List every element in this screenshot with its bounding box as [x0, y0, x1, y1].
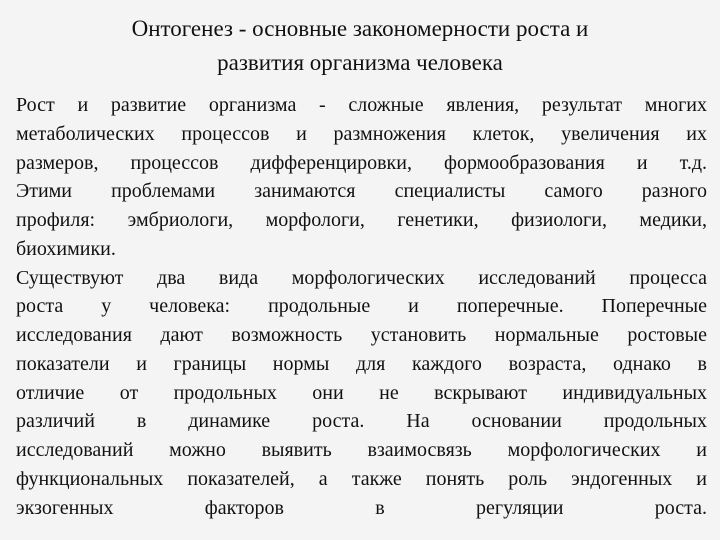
paragraph-line: показатели и границы нормы для каждого возраста, однако в: [16, 352, 707, 375]
title-line-2: развития организма человека: [217, 50, 503, 75]
paragraph-line: роста у человека: продольные и поперечные. Поперечные: [16, 295, 707, 318]
paragraph-line: размеров, процессов дифференцировки, формообразования и т.д.: [16, 151, 707, 174]
paragraph-line: экзогенных факторов в регуляции роста.: [16, 496, 707, 519]
paragraph-line: Этими проблемами занимаются специалисты самого разного: [16, 180, 707, 203]
paragraph-line: метаболических процессов и размножения клеток, увеличения их: [16, 122, 707, 145]
paragraph-line: различий в динамике роста. На основании продольных: [16, 410, 707, 433]
paragraph-line: биохимики.: [16, 237, 116, 260]
paragraph-line: Рост и развитие организма - сложные явления, результат многих: [16, 94, 707, 116]
paragraph-line: отличие от продольных они не вскрывают индивидуальных: [16, 381, 707, 404]
paragraph-1: [16, 91, 707, 264]
paragraph-line: функциональных показателей, а также понять роль эндогенных и: [16, 467, 707, 490]
paragraph-line: Существуют два вида морфологических исследований процесса: [16, 266, 707, 289]
paragraph-line: исследований можно выявить взаимосвязь морфологических и: [16, 439, 707, 461]
title-line-1: Онтогенез - основные закономерности роста и: [131, 16, 589, 41]
paragraph-line: исследования дают возможность установить нормальные ростовые: [16, 324, 707, 346]
paragraph-line: профиля: эмбриологи, морфологи, генетики, физиологи, медики,: [16, 209, 707, 231]
slide-title: [20, 12, 700, 80]
slide-body: [16, 91, 707, 522]
paragraph-2: [16, 264, 707, 523]
